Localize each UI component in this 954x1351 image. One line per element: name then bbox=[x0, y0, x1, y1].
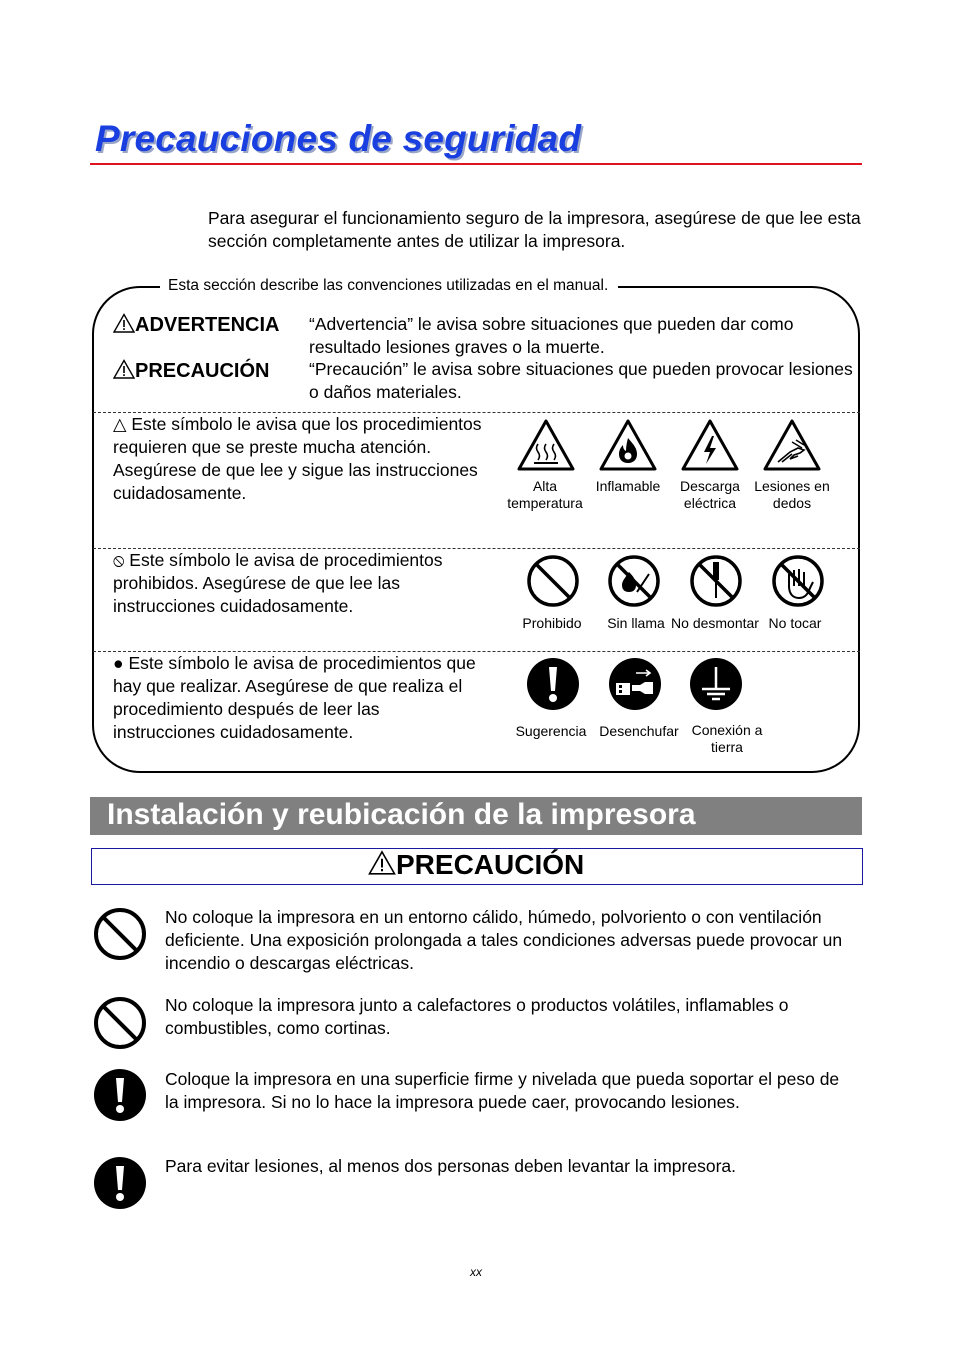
ground-connection-icon bbox=[689, 657, 743, 711]
no-touch-icon bbox=[771, 554, 825, 608]
prohibited-description bbox=[113, 549, 483, 618]
caution-heading bbox=[368, 849, 584, 881]
high-temperature-icon bbox=[516, 418, 576, 472]
conventions-caption: Esta sección describe las convenciones utilizadas en el manual. bbox=[160, 277, 618, 295]
icon-caption-no-touch: No tocar bbox=[768, 615, 822, 631]
caution-item: Coloque la impresora en una superficie firme y nivelada que pueda soportar el peso de la impresora. Si no lo hace la impresora puede caer, provocando lesiones. bbox=[165, 1069, 840, 1112]
title-rule bbox=[90, 163, 862, 165]
icon-caption-electric-shock: Descarga eléctrica bbox=[680, 478, 740, 511]
flammable-icon bbox=[598, 418, 658, 472]
caution-signal bbox=[113, 359, 269, 383]
caution-description: “Precaución” le avisa sobre situaciones que pueden provocar lesiones o daños materiales. bbox=[309, 359, 853, 402]
intro-paragraph: Para asegurar el funcionamiento seguro de la impresora, asegúrese de que lee esta sección completamente antes de utilizar la impresora. bbox=[208, 208, 861, 251]
prohibited-glyph: ⦸ bbox=[113, 550, 125, 570]
icon-caption-no-flame: Sin llama bbox=[607, 615, 665, 631]
mandatory-instruction-icon bbox=[93, 1156, 147, 1210]
caution-item: Para evitar lesiones, al menos dos personas deben levantar la impresora. bbox=[165, 1156, 737, 1176]
icon-caption-flammable: Inflamable bbox=[595, 478, 661, 494]
caution-heading-text: PRECAUCIÓN bbox=[396, 849, 585, 880]
no-flame-icon bbox=[607, 554, 661, 608]
warning-description: “Advertencia” le avisa sobre situaciones que pueden dar como resultado lesiones graves o la muerte. bbox=[309, 314, 794, 357]
prohibited-icon bbox=[526, 554, 580, 608]
icon-caption-unplug: Desenchufar bbox=[599, 723, 679, 739]
finger-injury-icon bbox=[762, 418, 822, 472]
attention-glyph: △ bbox=[113, 414, 127, 434]
warning-signal bbox=[113, 313, 279, 337]
mandatory-glyph: ● bbox=[113, 653, 124, 673]
section-title: Instalación y reubicación de la impresora bbox=[107, 798, 696, 831]
icon-caption-mandatory: Sugerencia bbox=[515, 723, 587, 739]
mandatory-instruction-icon bbox=[93, 1068, 147, 1122]
mandatory-text: Este símbolo le avisa de procedimientos que hay que realizar. Asegúrese de que realiza el procedimiento después de leer las instrucciones cuidadosamente. bbox=[113, 653, 476, 742]
icon-caption-prohibited: Prohibido bbox=[522, 615, 582, 631]
mandatory-instruction-icon bbox=[526, 657, 580, 711]
prohibited-icon bbox=[93, 996, 147, 1050]
no-disassembly-icon bbox=[689, 554, 743, 608]
icon-caption-finger-injury: Lesiones en dedos bbox=[754, 478, 830, 511]
warning-triangle-icon bbox=[113, 313, 135, 333]
warning-label: ADVERTENCIA bbox=[135, 314, 280, 336]
page-title: Precauciones de seguridad bbox=[95, 118, 582, 159]
icon-caption-high-temperature: Alta temperatura bbox=[507, 478, 583, 511]
prohibited-text: Este símbolo le avisa de procedimientos prohibidos. Asegúrese de que lee las instrucciones cuidadosamente. bbox=[113, 550, 443, 616]
icon-caption-ground: Conexión a tierra bbox=[691, 722, 763, 755]
caution-item: No coloque la impresora junto a calefactores o productos volátiles, inflamables o combustibles, como cortinas. bbox=[165, 995, 789, 1038]
warning-triangle-icon bbox=[368, 850, 396, 875]
attention-text: Este símbolo le avisa que los procedimientos requieren que se preste mucha atención. Asegúrese de que lee y sigue las instrucciones cuidadosamente. bbox=[113, 414, 482, 503]
attention-description bbox=[113, 413, 483, 505]
caution-item: No coloque la impresora en un entorno cálido, húmedo, polvoriento o con ventilación deficiente. Una exposición prolongada a tales condiciones adversas puede provocar un incendio o descargas eléctricas. bbox=[165, 907, 843, 973]
icon-caption-no-disassembly: No desmontar bbox=[671, 615, 759, 631]
mandatory-description bbox=[113, 652, 483, 744]
unplug-icon bbox=[608, 657, 662, 711]
caution-label: PRECAUCIÓN bbox=[135, 360, 270, 382]
page-number: xx bbox=[470, 1265, 482, 1279]
warning-triangle-icon bbox=[113, 359, 135, 379]
prohibited-icon bbox=[93, 907, 147, 961]
electric-shock-icon bbox=[680, 418, 740, 472]
